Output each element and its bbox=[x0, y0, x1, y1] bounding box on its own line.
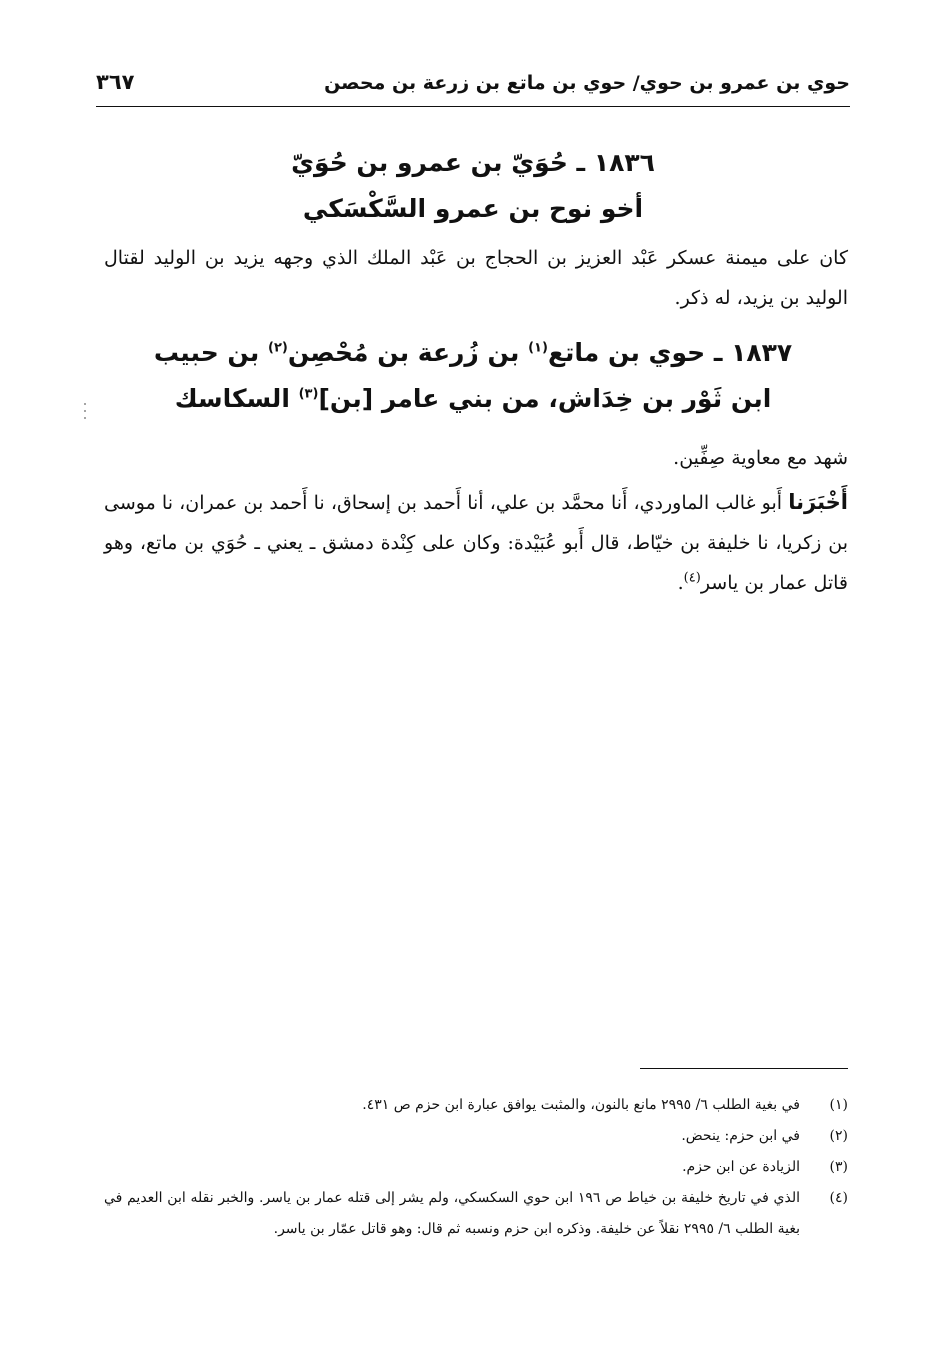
footnote bbox=[104, 1152, 848, 1183]
margin-mark bbox=[82, 398, 88, 428]
footnote-text: في بغية الطلب ٦/ ٢٩٩٥ مانع بالنون، والمثبت يوافق عبارة ابن حزم ص ٤٣١. bbox=[362, 1097, 800, 1113]
entry-heading-1836 bbox=[96, 140, 850, 232]
heading-segment: ابن ثَوْر بن خِدَاش، من بني عامر [بن] bbox=[318, 384, 772, 413]
footnote-text: في ابن حزم: ينحض. bbox=[681, 1128, 800, 1144]
entry-heading-line-2 bbox=[96, 376, 850, 422]
footnote-marker: (٣) bbox=[298, 386, 319, 402]
footnote bbox=[104, 1183, 848, 1245]
entry-heading-line-1: ١٨٣٦ ـ حُوَيّ بن عمرو بن حُوَيّ bbox=[291, 148, 655, 177]
entry-heading-line-2: أخو نوح بن عمرو السَّكْسَكي bbox=[302, 194, 644, 223]
footnote-marker: (١) bbox=[528, 340, 548, 356]
heading-segment: السكاسك bbox=[174, 384, 299, 413]
heading-segment: ١٨٣٧ ـ حوي بن ماتع bbox=[547, 338, 793, 367]
footnotes bbox=[104, 1090, 848, 1245]
running-header bbox=[96, 68, 850, 107]
footnote-marker: (٢) bbox=[268, 340, 288, 356]
footnote-number: (٣) bbox=[829, 1159, 848, 1175]
entry-heading-line-1 bbox=[96, 330, 850, 376]
footnote-number: (٤) bbox=[829, 1190, 848, 1206]
entry-text-1836: كان على ميمنة عسكر عَبْد العزيز بن الحجاج بن عَبْد الملك الذي وجهه يزيد بن الوليد لقتال الوليد بن يزيد، له ذكر. bbox=[104, 247, 848, 309]
page-number: ٣٦٧ bbox=[96, 70, 135, 94]
footnote-number: (٢) bbox=[829, 1128, 848, 1144]
transmission-text: أَبو غالب الماوردي، أَنا محمَّد بن علي، أنا أَحمد بن إسحاق، نا أَحمد بن عمران، نا موسى بن زكريا، نا خليفة بن خيّاط، قال أَبو عُبَيْدة: وكان على كِنْدة دمشق ـ يعني ـ حُوَي بن ماتع، وهو قاتل عمار بن ياسر bbox=[104, 492, 848, 594]
entry-text-1837-a: شهد مع معاوية صِفِّين. bbox=[673, 447, 848, 469]
heading-segment: بن زُرعة بن مُحْصِن bbox=[287, 338, 529, 367]
transmission-lead-word: أَخْبَرَنا bbox=[788, 490, 848, 514]
footnote-number: (١) bbox=[829, 1097, 848, 1113]
heading-segment: بن حبيب bbox=[153, 338, 269, 367]
footnote-separator bbox=[640, 1068, 848, 1069]
entry-text-1837-b bbox=[104, 482, 848, 603]
footnote-marker: (٤) bbox=[683, 570, 701, 586]
footnote bbox=[104, 1090, 848, 1121]
entry-heading-1837 bbox=[96, 330, 850, 422]
transmission-text-end: . bbox=[677, 572, 684, 594]
footnote-text: الزيادة عن ابن حزم. bbox=[682, 1159, 800, 1175]
footnote bbox=[104, 1121, 848, 1152]
footnote-text: الذي في تاريخ خليفة بن خياط ص ١٩٦ ابن حوي السكسكي، ولم يشر إلى قتله عمار بن ياسر. والخبر نقله ابن العديم في بغية الطلب ٦/ ٢٩٩٥ نقلاً عن خليفة. وذكره ابن حزم ونسبه ثم قال: وهو قاتل عمّار بن ياسر. bbox=[104, 1190, 800, 1237]
header-title: حوي بن عمرو بن حوي/ حوي بن ماتع بن زرعة بن محصن bbox=[324, 72, 850, 94]
